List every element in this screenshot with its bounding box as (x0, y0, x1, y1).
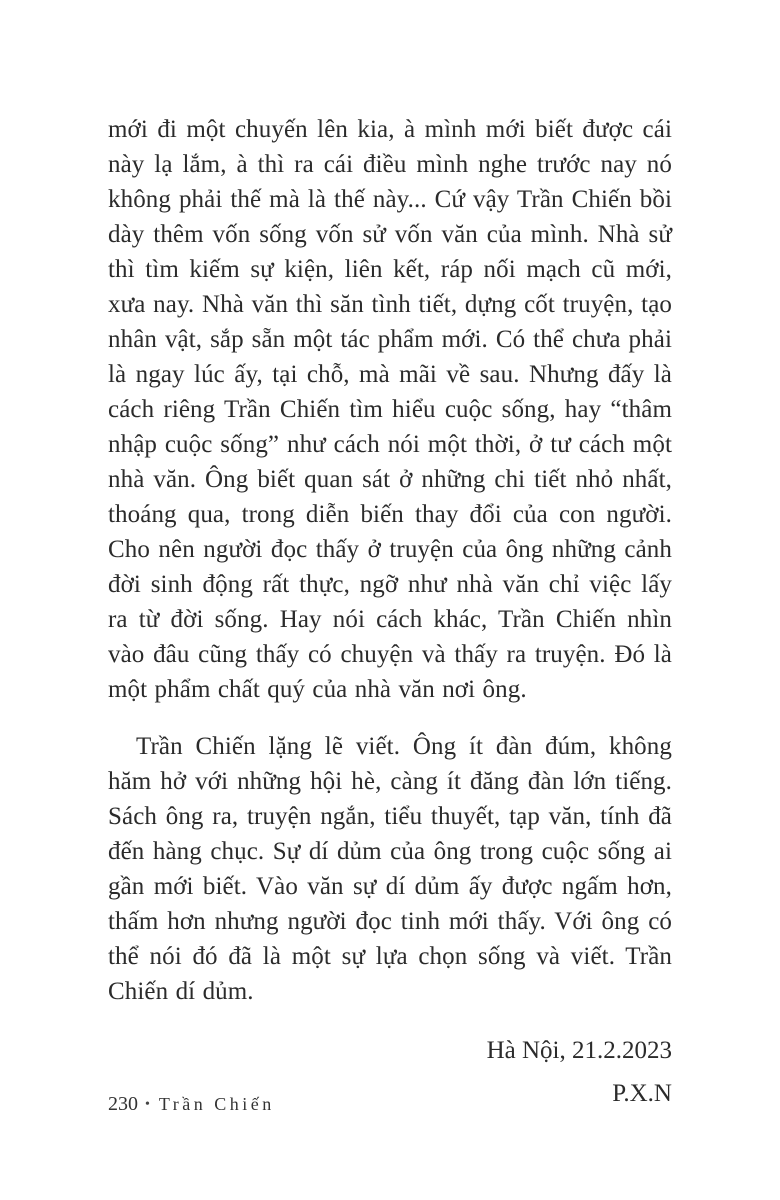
body-paragraph-2: Trần Chiến lặng lẽ viết. Ông ít đàn đúm, không hăm hở với những hội hè, càng ít đăng đàn lớn tiếng. Sách ông ra, truyện ngắn, tiểu thuyết, tạp văn, tính đã đến hàng chục. Sự dí dủm của ông trong cuộc sống ai gần mới biết. Vào văn sự dí dủm ấy được ngấm hơn, thấm hơn nhưng người đọc tinh mới thấy. Với ông có thể nói đó đã là một sự lựa chọn sống và viết. Trần Chiến dí dủm. (108, 733, 672, 1005)
body-paragraph-1: mới đi một chuyến lên kia, à mình mới biết được cái này lạ lắm, à thì ra cái điều mình nghe trước nay nó không phải thế mà là thế này... Cứ vậy Trần Chiến bồi dày thêm vốn sống vốn sử vốn văn của mình. Nhà sử thì tìm kiếm sự kiện, liên kết, ráp nối mạch cũ mới, xưa nay. Nhà văn thì săn tình tiết, dựng cốt truyện, tạo nhân vật, sắp sẵn một tác phẩm mới. Có thể chưa phải là ngay lúc ấy, tại chỗ, mà mãi về sau. Nhưng đấy là cách riêng Trần Chiến tìm hiểu cuộc sống, hay “thâm nhập cuộc sống” như cách nói một thời, ở tư cách một nhà văn. Ông biết quan sát ở những chi tiết nhỏ nhất, thoáng qua, trong diễn biến thay đổi của con người. Cho nên người đọc thấy ở truyện của ông những cảnh đời sinh động rất thực, ngỡ như nhà văn chỉ việc lấy ra từ đời sống. Hay nói cách khác, Trần Chiến nhìn vào đâu cũng thấy có chuyện và thấy ra truyện. Đó là một phẩm chất quý của nhà văn nơi ông. (108, 116, 672, 703)
footer-running-title: Trần Chiến (158, 1094, 275, 1114)
signature-initials: P.X.N (612, 1080, 672, 1107)
page-footer (108, 1092, 275, 1117)
footer-page-number: 230 (108, 1093, 138, 1115)
signature-place-date: Hà Nội, 21.2.2023 (486, 1037, 672, 1064)
footer-bullet-separator-icon: • (145, 1097, 150, 1112)
text-block (108, 112, 672, 1115)
